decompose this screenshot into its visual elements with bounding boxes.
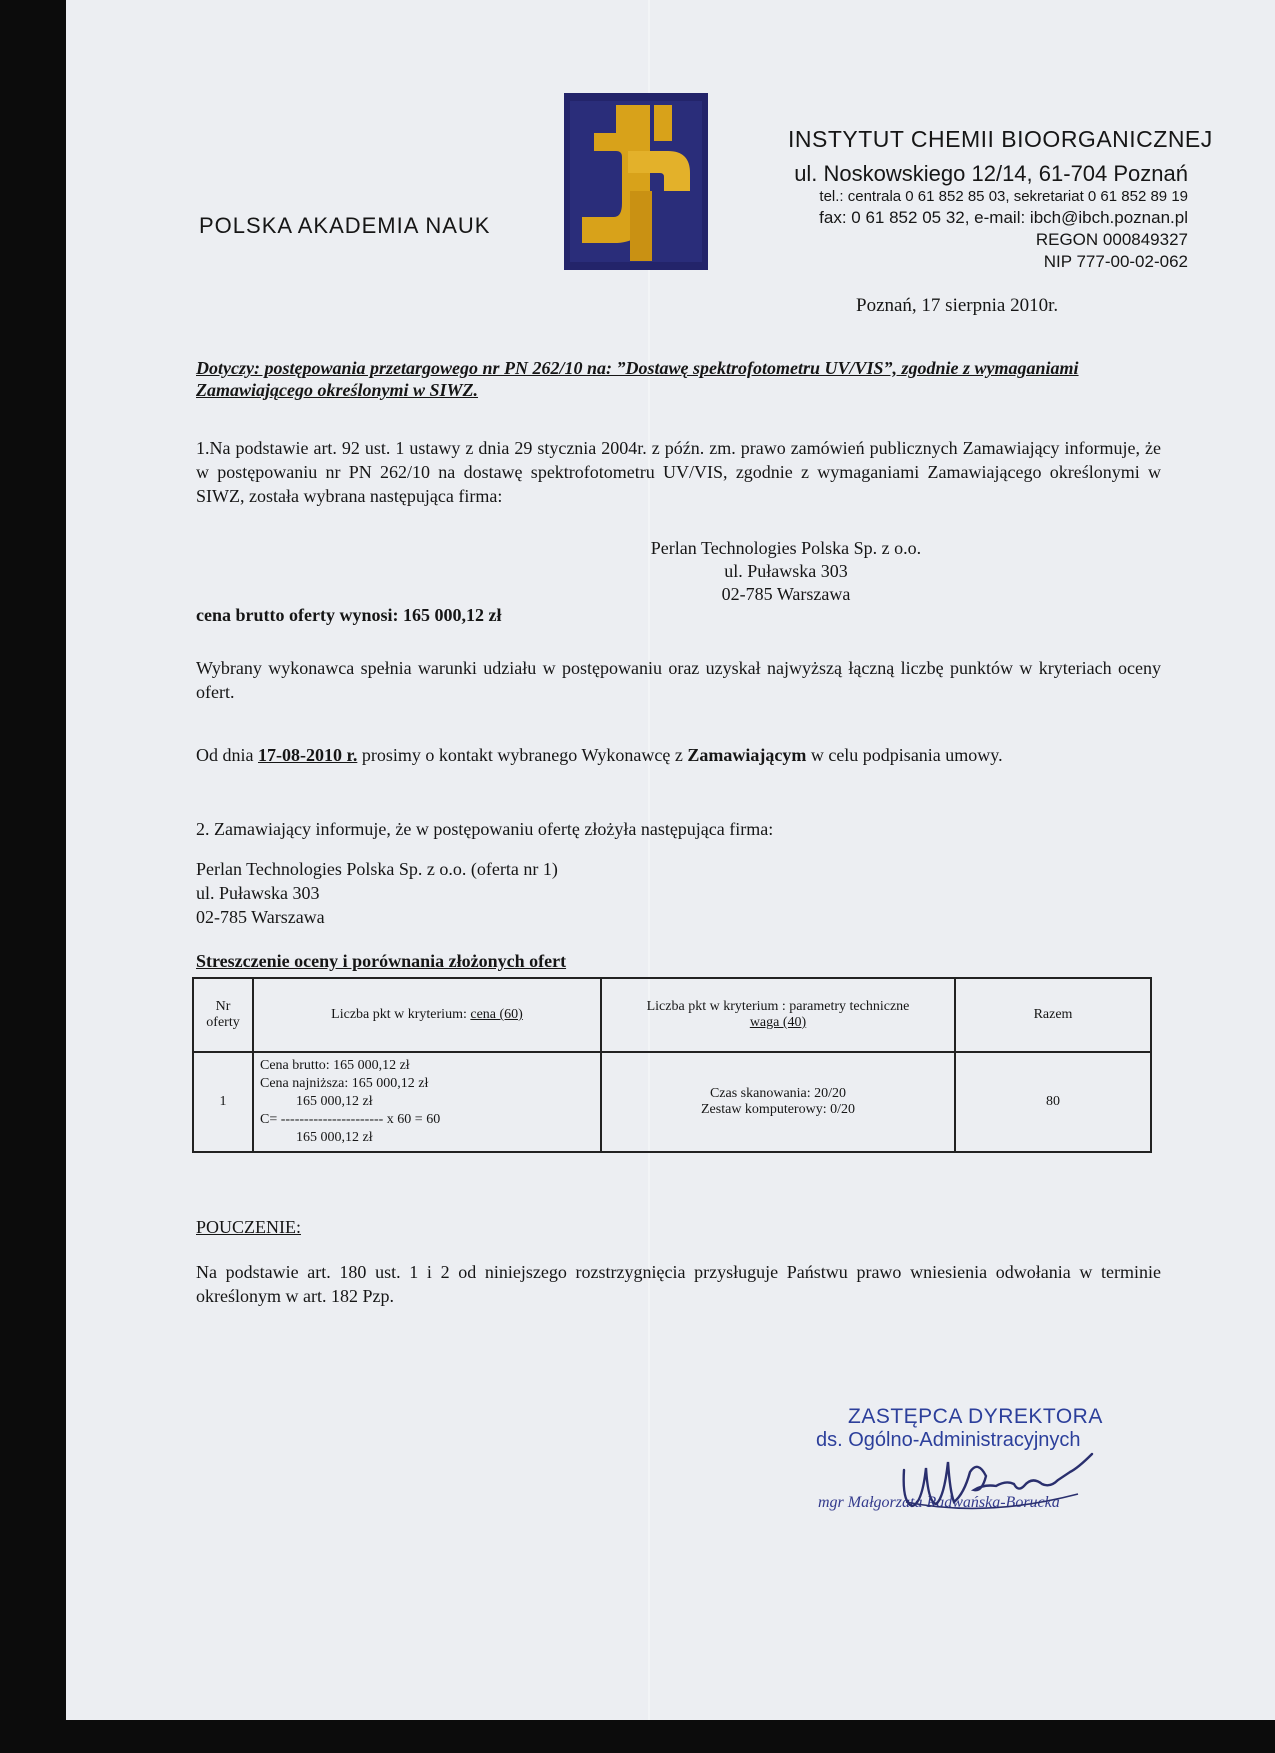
notice-title: POUCZENIE: — [196, 1217, 301, 1237]
notice-text: Na podstawie art. 180 ust. 1 i 2 od niniejszego rozstrzygnięcia przysługuje Państwu prawo wniesienia odwołania w terminie określonym w art. 182 Pzp. — [196, 1262, 1161, 1306]
contact-middle: prosimy o kontakt wybranego Wykonawcę z — [357, 745, 688, 765]
winner-street: ul. Puławska 303 — [724, 561, 848, 581]
offers-paragraph: 2. Zamawiający informuje, że w postępowaniu ofertę złożyła następująca firma: — [196, 819, 774, 839]
header-price-criterion — [253, 978, 601, 1052]
table-header-row — [193, 978, 1151, 1052]
subject-line: Dotyczy: postępowania przetargowego nr PN 262/10 na: ”Dostawę spektrofotometru UV/VIS”, zgodnie z wymaganiami Zamawiającego określonymi w SIWZ. — [196, 358, 1079, 400]
contact-prefix: Od dnia — [196, 745, 258, 765]
winner-name: Perlan Technologies Polska Sp. z o.o. — [650, 538, 922, 558]
calc-numerator: 165 000,12 zł — [296, 1094, 373, 1109]
calc-line: Cena najniższa: 165 000,12 zł — [260, 1076, 429, 1091]
document-page — [66, 0, 1275, 1720]
tech-scan-time: Czas skanowania: 20/20 — [709, 1086, 847, 1101]
table-title: Streszczenie oceny i porównania złożonych ofert — [196, 951, 567, 971]
bidder-line-1: Perlan Technologies Polska Sp. z o.o. (oferta nr 1) — [196, 859, 558, 879]
cell-price-calculation — [253, 1052, 601, 1152]
institute-logo — [564, 93, 708, 270]
header-total: Razem — [955, 978, 1151, 1052]
header-technical-criterion — [601, 978, 955, 1052]
evaluation-table — [192, 977, 1152, 1153]
stamp-title: ZASTĘPCA DYREKTORA — [848, 1405, 1103, 1428]
contact-paragraph — [196, 743, 1003, 767]
contact-suffix: w celu podpisania umowy. — [806, 745, 1003, 765]
institute-regon: REGON 000849327 — [1035, 230, 1188, 249]
header-technical-label: Liczba pkt w kryterium : parametry techniczne — [646, 999, 910, 1014]
institute-name: INSTYTUT CHEMII BIOORGANICZNEJ — [788, 126, 1213, 152]
document-date: Poznań, 17 sierpnia 2010r. — [856, 295, 1059, 316]
stamp-name: mgr Małgorzata Radwańska-Borucka — [818, 1494, 1060, 1511]
tech-computer-set: Zestaw komputerowy: 0/20 — [701, 1102, 855, 1117]
institute-address: ul. Noskowskiego 12/14, 61-704 Poznań — [794, 161, 1188, 186]
winner-city: 02-785 Warszawa — [721, 584, 851, 604]
institute-fax-email: fax: 0 61 852 05 32, e-mail: ibch@ibch.poznan.pl — [819, 208, 1188, 227]
header-technical-weight: waga (40) — [749, 1015, 807, 1030]
conditions-paragraph: Wybrany wykonawca spełnia warunki udziału w postępowaniu oraz uzyskał najwyższą łączną liczbę punktów w kryteriach oceny ofert. — [196, 658, 1161, 702]
table-row — [193, 1052, 1151, 1152]
stamp-department: ds. Ogólno-Administracyjnych — [816, 1429, 1081, 1451]
cell-technical-score — [601, 1052, 955, 1152]
header-price-weight: cena (60) — [470, 1007, 523, 1022]
institute-nip: NIP 777-00-02-062 — [1043, 252, 1188, 271]
header-price-label: Liczba pkt w kryterium: — [331, 1007, 471, 1022]
bidder-line-2: ul. Puławska 303 — [196, 883, 320, 903]
gross-price: cena brutto oferty wynosi: 165 000,12 zł — [196, 605, 502, 625]
calc-denominator: 165 000,12 zł — [296, 1130, 373, 1145]
calc-line: Cena brutto: 165 000,12 zł — [260, 1058, 410, 1073]
calc-formula: C= ---------------------- x 60 = 60 — [260, 1112, 441, 1127]
cell-offer-number: 1 — [193, 1052, 253, 1152]
cell-total: 80 — [955, 1052, 1151, 1152]
decision-paragraph: 1.Na podstawie art. 92 ust. 1 ustawy z dnia 29 stycznia 2004r. z późn. zm. prawo zamówień publicznych Zamawiający informuje, że w postępowaniu nr PN 262/10 na dostawę spektrofotometru UV/VIS, zgodnie z wymaganiami Zamawiającego określonymi w SIWZ, została wybrana następująca firma: — [196, 438, 1161, 506]
winner-address — [506, 537, 1066, 606]
academy-name: POLSKA AKADEMIA NAUK — [199, 213, 491, 238]
bidder-address — [196, 857, 558, 929]
contact-bold-word: Zamawiającym — [687, 745, 807, 765]
header-offer-number: Nr oferty — [193, 978, 253, 1052]
bidder-line-3: 02-785 Warszawa — [196, 907, 325, 927]
handwritten-signature — [846, 1432, 1136, 1522]
institute-header — [788, 126, 1213, 273]
institute-phones: tel.: centrala 0 61 852 85 03, sekretariat 0 61 852 89 19 — [819, 188, 1188, 205]
contact-date: 17-08-2010 r. — [258, 745, 358, 765]
